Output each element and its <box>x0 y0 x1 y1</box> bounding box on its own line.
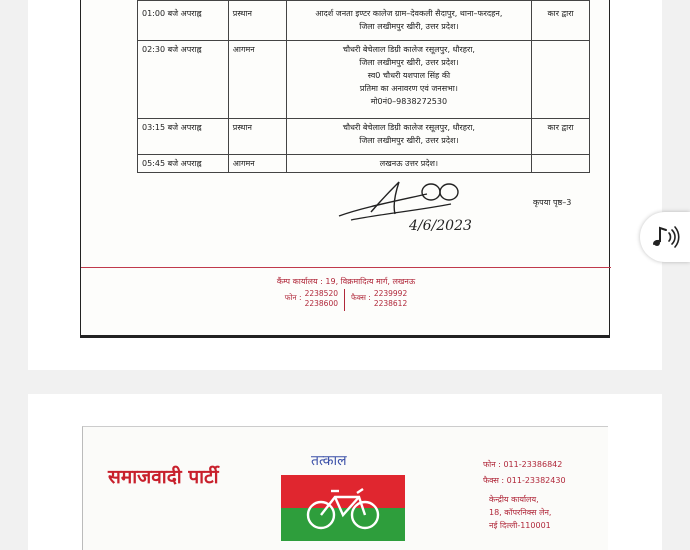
place-cell: चौधरी बेचेलाल डिग्री कालेज रसूलपुर, धौरहरा, जिला लखीमपुर खीरी, उत्तर प्रदेश। स्व0 चौधरी यशपाल सिंह की प्रतिमा का अनावरण एवं जनसभा। मो0नं0–9838272530 <box>286 41 531 119</box>
fax-numbers: फैक्स : 2239992 2238612 <box>351 289 408 308</box>
party-flag <box>281 475 405 541</box>
time-cell: 05:45 बजे अपराह्न <box>138 155 229 173</box>
schedule-table <box>137 0 590 173</box>
letterhead-document <box>82 426 608 550</box>
action-cell: आगमन <box>228 41 286 119</box>
time-cell: 02:30 बजे अपराह्न <box>138 41 229 119</box>
action-cell: आगमन <box>228 155 286 173</box>
handwritten-signature <box>331 180 481 242</box>
party-name: समाजवादी पार्टी <box>108 466 219 488</box>
footer-divider <box>81 267 611 268</box>
time-cell: 03:15 बजे अपराह्न <box>138 119 229 155</box>
mode-cell: कार द्वारा <box>532 1 590 41</box>
table-row <box>138 1 590 41</box>
footer-contacts <box>81 289 611 311</box>
phone-numbers: फोन : 2238520 2238600 <box>284 289 338 308</box>
party-phone: फोन : 011-23386842 <box>483 460 563 469</box>
place-cell: आदर्श जनता इण्टर कालेज ग्राम–देवकली सैदापुर, थाना–फरदहन, जिला लखीमपुर खीरी, उत्तर प्रदेश। <box>286 1 531 41</box>
party-fax: फैक्स : 011-23382430 <box>483 476 566 485</box>
signature-date: 4/6/2023 <box>409 218 472 234</box>
continued-note: कृपया पृष्ठ–3 <box>533 198 572 207</box>
schedule-document <box>80 0 610 338</box>
action-cell: प्रस्थान <box>228 119 286 155</box>
party-address: केन्द्रीय कार्यालय, 18, कॉपरनिक्स लेन, नई दिल्ली-110001 <box>489 495 552 530</box>
footer-separator <box>344 289 345 311</box>
audio-speaker-icon <box>650 224 680 250</box>
mode-cell <box>532 155 590 173</box>
party-contact <box>483 457 566 532</box>
mode-cell: कार द्वारा <box>532 119 590 155</box>
time-cell: 01:00 बजे अपराह्न <box>138 1 229 41</box>
place-cell: लखनऊ उत्तर प्रदेश। <box>286 155 531 173</box>
table-row <box>138 155 590 173</box>
table-row <box>138 119 590 155</box>
place-cell: चौधरी बेचेलाल डिग्री कालेज रसूलपुर, धौरहरा, जिला लखीमपुर खीरी, उत्तर प्रदेश। <box>286 119 531 155</box>
urgent-stamp: तत्काल <box>311 453 347 469</box>
audio-button[interactable] <box>640 212 690 262</box>
mode-cell <box>532 41 590 119</box>
table-row <box>138 41 590 119</box>
camp-office-address: कैंम्प कार्यालय : 19, विक्रमादित्य मार्ग, लखनऊ <box>276 277 416 286</box>
action-cell: प्रस्थान <box>228 1 286 41</box>
